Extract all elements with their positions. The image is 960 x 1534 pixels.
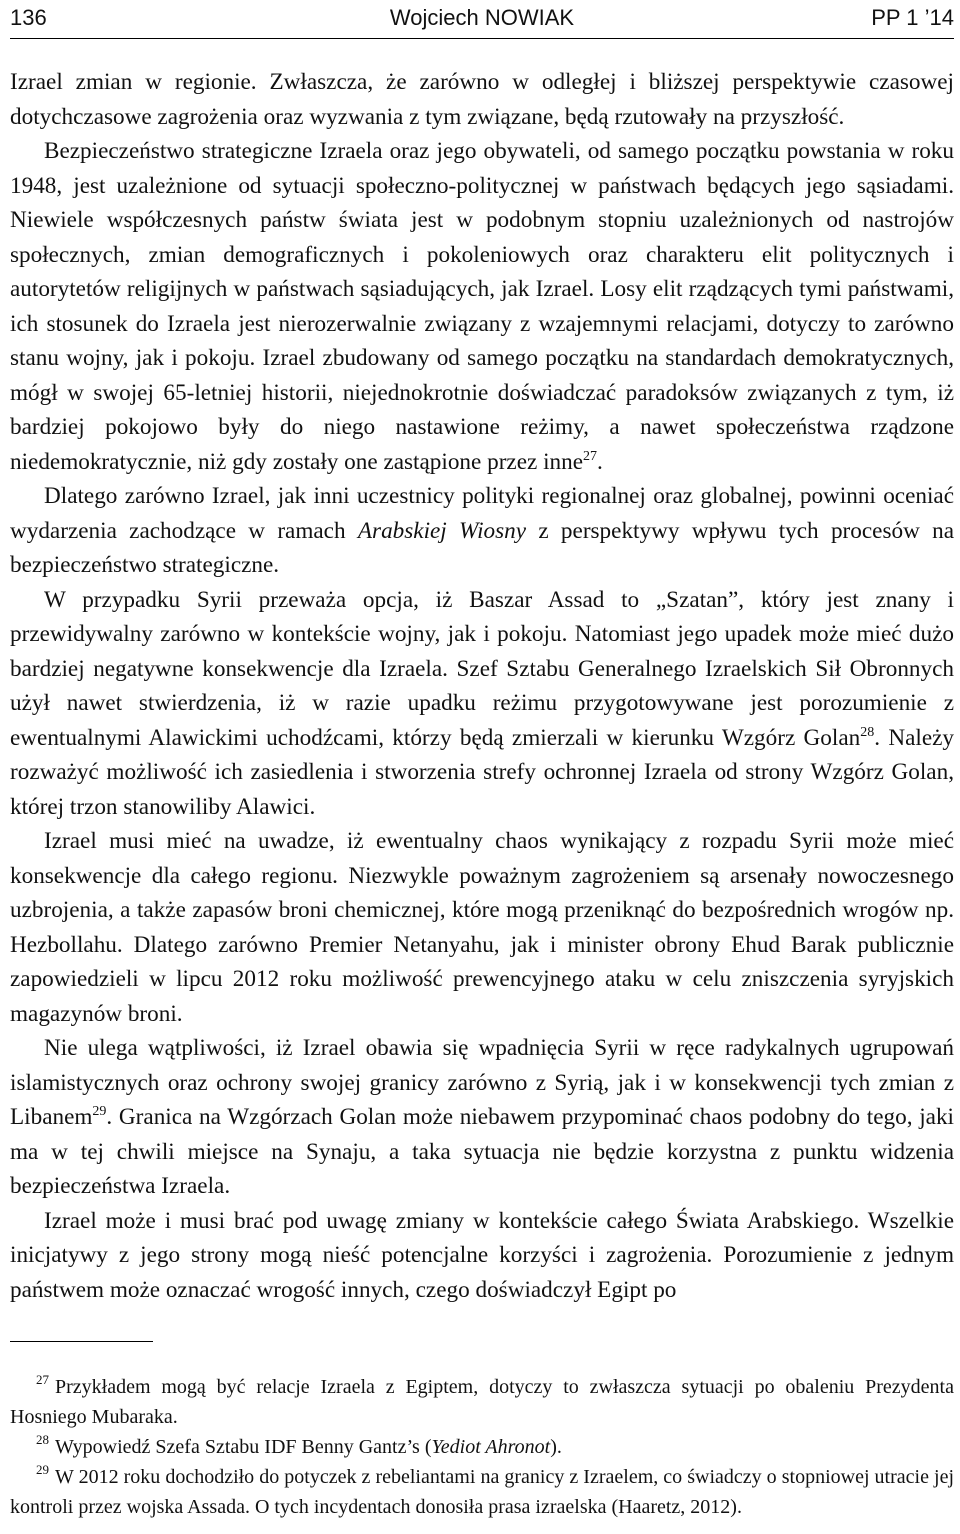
footnote-number: 28 [36, 1432, 49, 1447]
footnote-ref-28[interactable]: 28 [860, 724, 875, 740]
footnote-text: Przykładem mogą być relacje Izraela z Egiptem, dotyczy to zwłaszcza sytuacji po obaleniu Prezydenta Hosniego Mubaraka. [10, 1376, 954, 1428]
paragraph-4-text-b: . Należy rozważyć możliwość ich zasiedlenia i stworzenia strefy ochronnej Izraela od strony Wzgórz Golan, której trzon stanowiliby Alawici. [10, 724, 954, 820]
paragraph-6-text-b: . Granica na Wzgórzach Golan może niebawem przypominać chaos podobny do tego, jaki ma w tej chwili miejsce na Synaju, a taka sytuacja nie będzie korzystna z punktu widzenia bezpieczeństwa Izraela. [10, 1104, 954, 1199]
paragraph-1: Izrael zmian w regionie. Zwłaszcza, że zarówno w odległej i bliższej perspektywie czasowej dotychczasowe zagrożenia oraz wyzwania z tym związane, będą rzutowały na przyszłość. [10, 69, 954, 130]
paragraph-7: Izrael może i musi brać pod uwagę zmiany w kontekście całego Świata Arabskiego. Wszelkie inicjatywy z jego strony mogą nieść potencjalne korzyści i zagrożenia. Porozumienie z jednym państwem może oznaczać wrogość innych, czego doświadczył Egipt po [10, 1207, 954, 1303]
paragraph-2-end: . [597, 448, 603, 475]
paragraph-3-text-b: z perspektywy wpływu tych procesów na bezpieczeństwo strategiczne. [10, 517, 954, 578]
paragraph-6-text-a: Nie ulega wątpliwości, iż Izrael obawia się wpadnięcia Syrii w ręce radykalnych ugrupowań islamistycznych oraz ochrony swojej granicy zarówno z Syrią, jak i w konsekwencji tych zmian z Libanem [10, 1035, 954, 1130]
running-header [10, 0, 954, 39]
document-page [10, 0, 954, 1522]
footnote-29 [10, 1462, 954, 1522]
footnote-ref-29[interactable]: 29 [92, 1104, 107, 1119]
paragraph-2 [10, 134, 954, 479]
paragraph-6 [10, 1031, 954, 1204]
footnote-text: W 2012 roku dochodziło do potyczek z rebeliantami na granicy z Izraelem, co świadczy o stopniowej utracie jej kontroli przez wojska Assada. O tych incydentach donosiła prasa izraelska (Haaretz, 2012). [10, 1466, 954, 1518]
paragraph-4-text-a: W przypadku Syrii przeważa opcja, iż Baszar Assad to „Szatan”, który jest znany i przewidywalny zarówno w kontekście wojny, jak i pokoju. Natomiast jego upadek może mieć dużo bardziej negatywne konsekwencje dla Izraela. Szef Sztabu Generalnego Izraelskich Sił Obronnych użył nawet stwierdzenia, iż w razie upadku reżimu przygotowywane jest porozumienie z ewentualnymi Alawickimi uchodźcami, którzy będą zmierzali w kierunku Wzgórz Golan [10, 586, 954, 751]
footnote-text-b: ). [550, 1436, 562, 1458]
paragraph-3-italic: Arabskiej Wiosny [357, 517, 527, 544]
running-head-journal: PP 1 ’14 [871, 5, 954, 30]
running-head-author: Wojciech NOWIAK [389, 5, 575, 30]
paragraph-2-text: Bezpieczeństwo strategiczne Izraela oraz jego obywateli, od samego początku powstania w roku 1948, jest uzależnione od sytuacji społeczno-politycznej w państwach będących jego sąsiadami. Niewiele współczesnych państw świata jest w podobnym stopniu uzależnionych od nastrojów społecznych, zmian demograficznych i pokoleniowych oraz charakteru elit politycznych i autorytetów religijnych w państwach sąsiadujących, jak Izrael. Losy elit rządzących tymi państwami, ich stosunek do Izraela jest nierozerwalnie związany z wzajemnymi relacjami, dotyczy to zarówno stanu wojny, jak i pokoju. Izrael zbudowany od samego początku na standardach demokratycznych, mógł w swojej 65-letniej historii, niejednokrotnie doświadczać paradoksów związanych z tym, iż bardziej pokojowo były do niego nastawione reżimy, a nawet społeczeństwa rządzone niedemokratycznie, niż gdy zostały one zastąpione przez inne [10, 138, 954, 475]
footnote-text-a: Wypowiedź Szefa Sztabu IDF Benny Gantz’s ( [55, 1436, 432, 1458]
footnote-separator [10, 1341, 153, 1342]
page-number: 136 [10, 5, 47, 30]
footnote-source-italic: Yediot Ahronot [431, 1436, 551, 1458]
footnote-28 [10, 1432, 954, 1462]
paragraph-3-text-a: Dlatego zarówno Izrael, jak inni uczestnicy polityki regionalnej oraz globalnej, powinni oceniać wydarzenia zachodzące w ramach [10, 483, 954, 544]
footnote-number: 27 [36, 1372, 49, 1387]
footnotes [10, 1372, 954, 1522]
paragraph-5: Izrael musi mieć na uwadze, iż ewentualny chaos wynikający z rozpadu Syrii może mieć konsekwencje dla całego regionu. Niezwykle poważnym zagrożeniem są arsenały nowoczesnego uzbrojenia, a także zapasów broni chemicznej, które mogą przeniknąć do bezpośrednich wrogów np. Hezbollahu. Dlatego zarówno Premier Netanyahu, jak i minister obrony Ehud Barak publicznie zapowiedzieli w lipcu 2012 roku możliwość prewencyjnego ataku w celu zniszczenia syryjskich magazynów broni. [10, 828, 954, 1027]
footnote-number: 29 [36, 1462, 49, 1477]
paragraph-3 [10, 479, 954, 583]
body-text [10, 65, 954, 1307]
footnote-ref-27[interactable]: 27 [583, 448, 598, 464]
paragraph-4 [10, 583, 954, 825]
footnote-27 [10, 1372, 954, 1432]
